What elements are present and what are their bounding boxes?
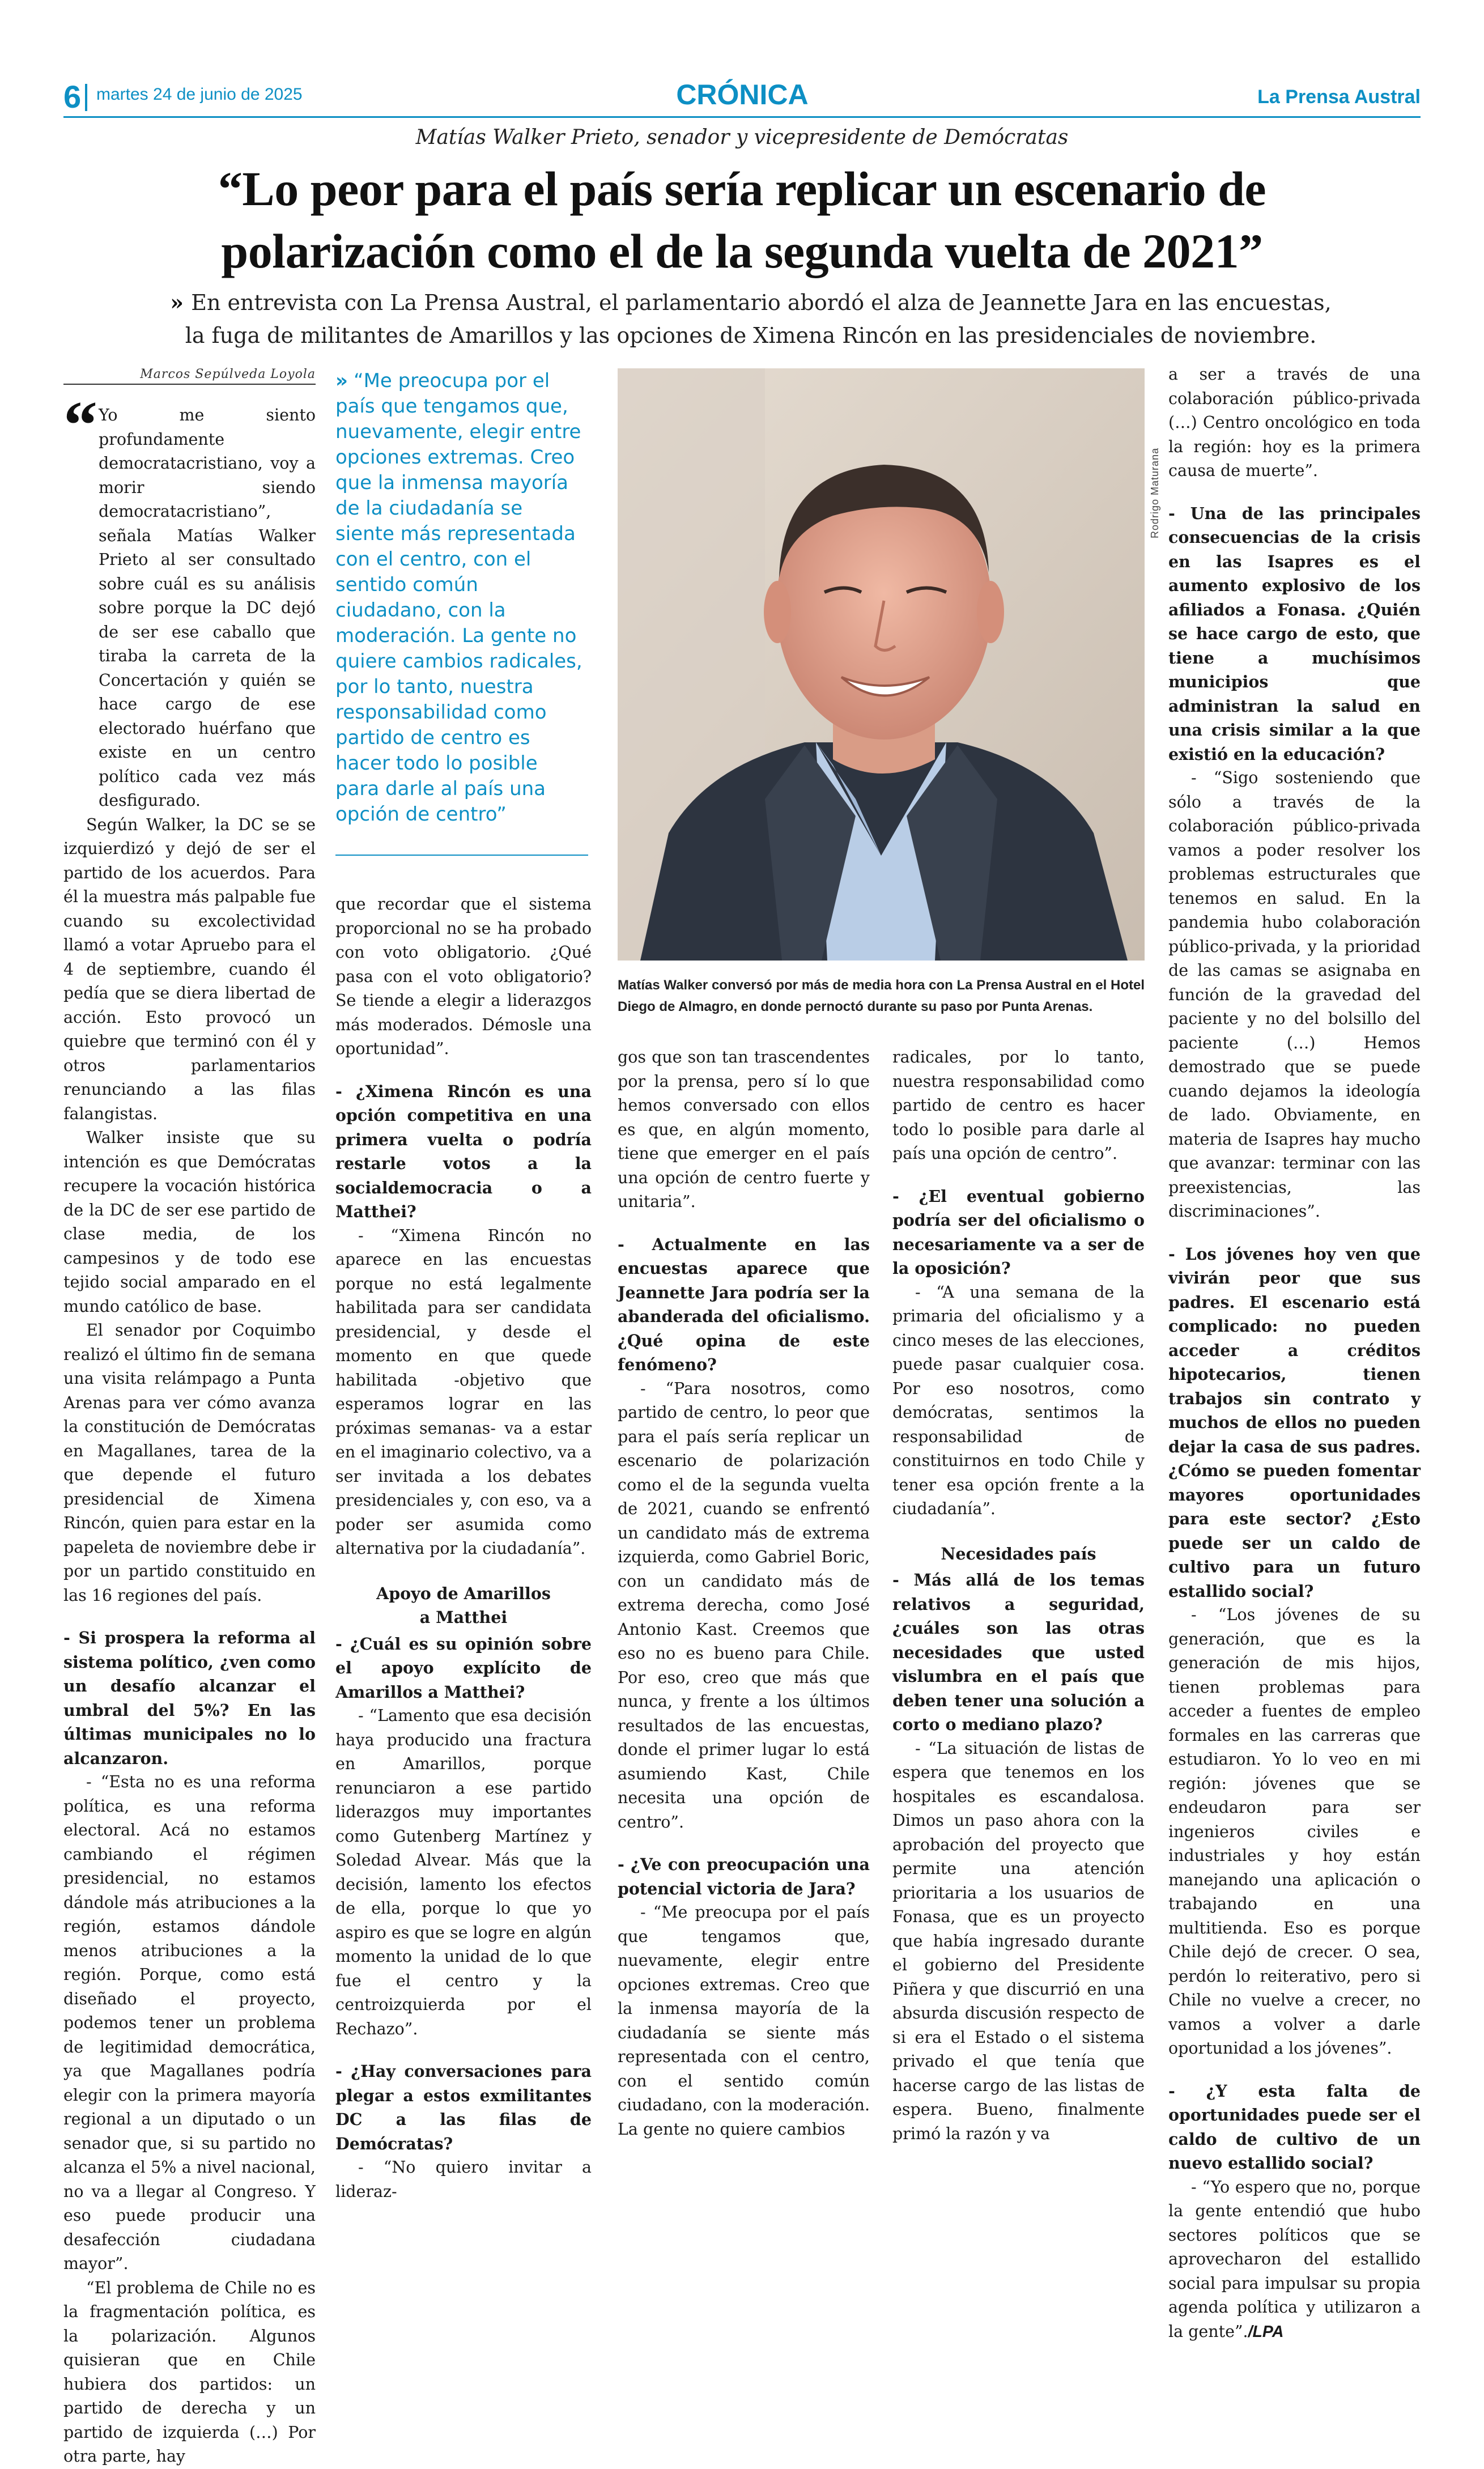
interview-question: - ¿Hay conversaciones para plegar a estos exmilitantes DC a las filas de Demócratas? bbox=[335, 2062, 592, 2153]
interview-question: - ¿Cuál es su opinión sobre el apoyo explícito de Amarillos a Matthei? bbox=[335, 1634, 592, 1702]
paragraph: - “Esta no es una reforma política, es una reforma electoral. Acá no estamos cambiando el régimen presidencial, no estamos dándole más atribuciones a la región, estamos dándole menos atribuciones a la región. Porque, como está diseñado el proyecto, podemos tener un problema de legitimidad democrática, ya que Magallanes podría elegir con la primera mayoría regional a un diputado o un senador que, si su partido no alcanza el 5% a nivel nacional, no va a llegar al Congreso. Y eso puede producir una desafección ciudadana mayor”. bbox=[63, 1773, 316, 2273]
subheading: Apoyo de Amarillos a Matthei bbox=[376, 1583, 551, 1627]
byline: Marcos Sepúlveda Loyola bbox=[63, 367, 316, 385]
interview-question: - Si prospera la reforma al sistema político, ¿ven como un desafío alcanzar el umbral del 5%? En las últimas municipales no lo alcanzaron. bbox=[63, 1628, 316, 1768]
column-4 bbox=[892, 1046, 1145, 2146]
paragraph: radicales, por lo tanto, nuestra responsabilidad como partido de centro es hacer todo lo posible para darle al país una opción de centro”. bbox=[892, 1048, 1145, 1163]
paragraph: a ser a través de una colaboración público-privada (…) Centro oncológico en toda la región: hoy es la primera causa de muerte”. bbox=[1168, 365, 1421, 480]
interview-question: - Actualmente en las encuestas aparece que Jeannette Jara podría ser la abanderada del oficialismo. ¿Qué opina de este fenómeno? bbox=[618, 1234, 870, 1374]
paragraph: Según Walker, la DC se se izquierdizó y dejó de ser el partido de los acuerdos. Para él la muestra más palpable fue cuando su excolectividad llamó a votar Apruebo para el 4 de septiembre, cuando él pedía que se diera libertad de acción. Esto provocó un quiebre que terminó con él y otros parlamentarios renunciando a las filas falangistas. bbox=[63, 815, 316, 1123]
paragraph: - “A una semana de la primaria del oficialismo y a cinco meses de las elecciones, puede pasar cualquier cosa. Por eso nosotros, como demócratas, sentimos la responsabilidad de constituirnos en todo Chile y tener esa opción frente a la ciudadanía”. bbox=[892, 1282, 1145, 1518]
paragraph: que recordar que el sistema proporcional no se ha probado con voto obligatorio. ¿Qué pasa con el voto obligatorio? Se tiende a elegir a liderazgos más moderados. Démosle una oportunidad”. bbox=[335, 895, 592, 1058]
newspaper-brand: La Prensa Austral bbox=[1257, 86, 1421, 108]
interview-question: - Una de las principales consecuencias de la crisis en las Isapres es el aumento explosivo de los afiliados a Fonasa. ¿Quién se hace cargo de esto, que tiene a muchísimos municipios que administran la salud en una crisis similar a la que existió en la educación? bbox=[1168, 503, 1421, 764]
interview-question: - ¿Ve con preocupación una potencial victoria de Jara? bbox=[618, 1855, 870, 1898]
header-separator bbox=[85, 84, 87, 111]
page-number: 6 bbox=[63, 79, 82, 114]
paragraph: gos que son tan trascendentes por la prensa, pero sí lo que hemos conversado con ellos es que, en algún momento, tiene que emerger en el país una opción de centro fuerte y unitaria”. bbox=[618, 1048, 870, 1211]
paragraph: - “Ximena Rincón no aparece en las encuestas porque no está legalmente habilitada para ser candidata presidencial, y desde el momento en que quede habilitada -objetivo que esperamos lograr en las próximas semanas- va a estar en el imaginario colectivo, va a ser invitada a los debates presidenciales y, con eso, va a poder ser asumida como alternativa por la ciudadanía”. bbox=[335, 1226, 592, 1558]
column-1 bbox=[63, 403, 316, 2469]
pull-quote-rule bbox=[335, 855, 588, 856]
paragraph: - “Me preocupa por el país que tengamos que, nuevamente, elegir entre opciones extremas. Creo que la inmensa mayoría de la ciudadanía se siente más representada con el centro, con el sentido común ciudadano, con la moderación. La gente no quiere cambios bbox=[618, 1903, 870, 2139]
section-name: CRÓNICA bbox=[676, 79, 809, 111]
lead-line-1: En entrevista con La Prensa Austral, el parlamentario abordó el alza de Jeannette Jara en las encuestas, bbox=[191, 290, 1332, 315]
end-tag: /LPA bbox=[1248, 2322, 1284, 2341]
portrait-illustration bbox=[618, 368, 1145, 961]
column-3 bbox=[618, 1046, 870, 2141]
paragraph: Walker insiste que su intención es que Demócratas recupere la vocación histórica de la DC de ser ese partido de clase media, de los campesinos y de todo ese tejido social amparado en el mundo católico de base. bbox=[63, 1128, 316, 1316]
article-kicker: Matías Walker Prieto, senador y vicepresidente de Demócratas bbox=[415, 126, 1069, 149]
interview-question: - ¿Y esta falta de oportunidades puede ser el caldo de cultivo de un nuevo estallido social? bbox=[1168, 2081, 1421, 2173]
lead-line-2: la fuga de militantes de Amarillos y las opciones de Ximena Rincón en las presidenciales de noviembre. bbox=[185, 323, 1317, 348]
paragraph: Yo me siento profundamente democratacristiano, voy a morir siendo democratacristiano”, señala Matías Walker Prieto al ser consultado sobre cuál es su análisis sobre porque la DC dejó de ser ese caballo que tiraba la carreta de la Concertación y quién se hace cargo de ese electorado huérfano que existe en un centro político cada vez más desfigurado. bbox=[99, 406, 316, 810]
paragraph: - “Los jóvenes de su generación, que es la generación de mis hijos, tienen problemas para acceder a fuentes de empleo formales en las carreras que estudiaron. Yo lo veo en mi región: jóvenes que se endeudaron para ser ingenieros civiles e industriales y hoy están manejando una aplicación o trabajando en una multitienda. Eso es porque Chile dejó de crecer. O sea, perdón lo reiterativo, pero si Chile no vuelve a crecer, no vamos a volver a darle oportunidad a los jóvenes”. bbox=[1168, 1605, 1421, 2058]
column-5 bbox=[1168, 363, 1421, 2344]
paragraph: - “Lamento que esa decisión haya producido una fractura en Amarillos, porque renunciaron a ese partido liderazgos muy importantes como Gutenberg Martínez y Soledad Alvear. Más que la decisión, lamento los efectos de ella, porque lo que yo aspiro es que se logre en algún momento la unidad de lo que fue el centro y la centroizquierda por el Rechazo”. bbox=[335, 1706, 592, 2038]
pull-quote-text: “Me preocupa por el país que tengamos que, nuevamente, elegir entre opciones extremas. Creo que la inmensa mayoría de la ciudadanía se siente más representada con el centro, con el sentido común ciudadano, con la moderación. La gente no quiere cambios radicales, por lo tanto, nuestra responsabilidad como partido de centro es hacer todo lo posible para darle al país una opción de centro” bbox=[335, 369, 582, 826]
article-headline bbox=[63, 158, 1421, 282]
interview-question: - Más allá de los temas relativos a seguridad, ¿cuáles son las otras necesidades que usted vislumbra en el país que deben tener una solución a corto o mediano plazo? bbox=[892, 1570, 1145, 1734]
interview-question: - ¿El eventual gobierno podría ser del oficialismo o necesariamente va a ser de la oposición? bbox=[892, 1186, 1145, 1278]
interview-question: - ¿Ximena Rincón es una opción competitiva en una primera vuelta o podría restarle votos a la socialdemocracia o a Matthei? bbox=[335, 1081, 592, 1221]
header-rule bbox=[63, 116, 1421, 118]
portrait-photo bbox=[618, 368, 1145, 961]
article-lead bbox=[142, 286, 1360, 352]
photo-caption: Matías Walker conversó por más de media hora con La Prensa Austral en el Hotel Diego de Almagro, en donde pernoctó durante su paso por Punta Arenas. bbox=[618, 978, 1145, 1014]
open-quote-icon: “ bbox=[63, 387, 97, 462]
interview-question: - Los jóvenes hoy ven que vivirán peor que sus padres. El escenario está complicado: no pueden acceder a créditos hipotecarios, tienen trabajos sin contrato y muchos de ellos no pueden dejar la casa de sus padres. ¿Cómo se pueden fomentar mayores oportunidades para este sector? ¿Esto puede ser un caldo de cultivo para un futuro estallido social? bbox=[1168, 1244, 1421, 1601]
chevron-right-icon: » bbox=[335, 369, 348, 392]
paragraph bbox=[1168, 2175, 1421, 2344]
paragraph: El senador por Coquimbo realizó el último fin de semana una visita relámpago a Punta Arenas para ver cómo avanza la constitución de Demócratas en Magallanes, tarea de la que depende el futuro presidencial de Ximena Rincón, quien para estar en la papeleta de noviembre debe ir por un partido constituido en las 16 regiones del país. bbox=[63, 1321, 316, 1605]
paragraph: “El problema de Chile no es la fragmentación política, es la polarización. Algunos quisieran que en Chile hubiera dos partidos: un partido de derecha y un partido de izquierda (…) Por otra parte, hay bbox=[63, 2278, 316, 2466]
subheading: Necesidades país bbox=[941, 1544, 1096, 1563]
paragraph: - “La situación de listas de espera que tenemos en los hospitales es escandalosa. Dimos un paso ahora con la aprobación del proyecto que permite una atención prioritaria a los usuarios de Fonasa, que es un proyecto que había ingresado durante el gobierno del Presidente Piñera y que discurrió en una absurda discusión respecto de si era el Estado o el sistema privado el que tenía que hacerse cargo de las listas de espera. Bueno, finalmente primó la razón y va bbox=[892, 1739, 1145, 2143]
photo-credit: Rodrigo Maturana bbox=[1149, 447, 1160, 538]
pull-quote bbox=[335, 368, 585, 827]
chevron-right-icon: » bbox=[170, 290, 192, 315]
paragraph: - “No quiero invitar a lideraz- bbox=[335, 2158, 592, 2201]
publication-date: martes 24 de junio de 2025 bbox=[96, 85, 303, 104]
paragraph: - “Para nosotros, como partido de centro, lo peor que para el país sería replicar un escenario de polarización como el de la segunda vuelta de 2021, cuando se enfrentó un candidato más de extrema izquierda, como Gabriel Boric, con un candidato más de extrema derecha, como José Antonio Kast. Creemos que eso no es bueno para Chile. Por eso, creo que más que nunca, y frente a los últimos resultados de las encuestas, donde el primer lugar lo está asumiendo Kast, Chile necesita una opción de centro”. bbox=[618, 1379, 870, 1831]
paragraph: - “Sigo sosteniendo que sólo a través de la colaboración público-privada vamos a poder resolver los problemas estructurales que tenemos en salud. En la pandemia hubo colaboración público-privada, y la prioridad de las camas se asignaba en función de la gravedad del paciente y no del bolsillo del paciente (…) Hemos demostrado que se puede cuando dejamos la ideología de lado. Obviamente, en materia de Isapres hay mucho que avanzar: terminar con las preexistencias, las discriminaciones”. bbox=[1168, 768, 1421, 1221]
closing-quote: - “Yo espero que no, porque la gente entendió que hubo sectores políticos que se aprovecharon del estallido social para impulsar su propia agenda política y utilizaron a la gente”. bbox=[1168, 2177, 1421, 2341]
headline-line-2: polarización como el de la segunda vuelta de 2021” bbox=[221, 224, 1263, 278]
column-2 bbox=[335, 893, 592, 2204]
headline-line-1: “Lo peor para el país sería replicar un escenario de bbox=[218, 162, 1266, 216]
